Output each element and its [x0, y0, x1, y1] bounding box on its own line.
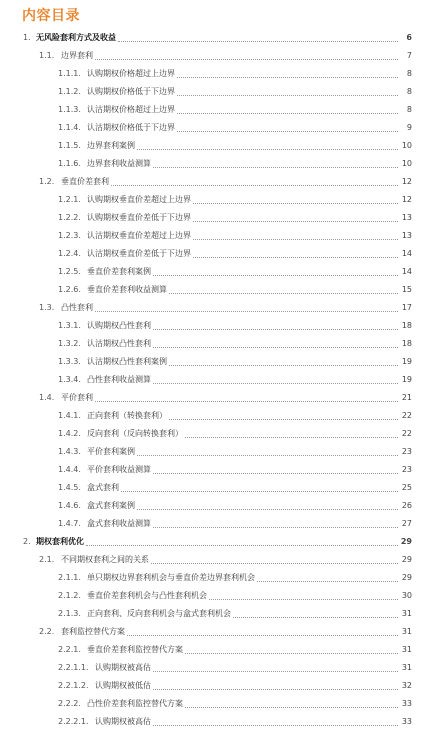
toc-entry[interactable] [0, 173, 429, 191]
toc-entry-page: 17 [401, 303, 412, 312]
toc-entry[interactable] [0, 119, 429, 137]
toc-entry-label: 认沽期权价格超过上边界 [87, 105, 175, 114]
toc-entry-page: 26 [401, 501, 412, 510]
toc-entry-label: 认沽期权凸性套利案例 [87, 357, 167, 366]
toc-entry-label: 平价套利收益测算 [87, 465, 151, 474]
toc-entry-page: 19 [401, 357, 412, 366]
toc-entry[interactable] [0, 623, 429, 641]
toc-entry-number: 1.1. [39, 51, 55, 60]
toc-entry-page: 29 [401, 573, 412, 582]
toc-dot-leader [177, 76, 398, 78]
toc-entry-page: 6 [406, 33, 412, 42]
toc-entry-label: 垂直价差套利机会与凸性套利机会 [87, 591, 207, 600]
toc-entry-number: 1.1.2. [58, 87, 81, 96]
toc-entry-label: 反向套利（反向转换套利） [87, 429, 183, 438]
toc-entry-page: 8 [406, 105, 412, 114]
toc-entry-page: 31 [401, 663, 412, 672]
toc-entry[interactable] [0, 443, 429, 461]
toc-entry-number: 2.2.2. [58, 699, 81, 708]
toc-entry-number: 2. [23, 537, 31, 546]
toc-dot-leader [153, 526, 398, 528]
toc-entry-label: 单只期权边界套利机会与垂直价差边界套利机会 [87, 573, 255, 582]
toc-entry[interactable] [0, 353, 429, 371]
toc-entry[interactable] [0, 695, 429, 713]
toc-entry[interactable] [0, 551, 429, 569]
toc-entry-page: 13 [401, 231, 412, 240]
toc-entry-label: 凸性价差套利监控替代方案 [87, 699, 183, 708]
toc-entry[interactable] [0, 533, 429, 551]
toc-entry[interactable] [0, 461, 429, 479]
toc-entry[interactable] [0, 245, 429, 263]
toc-dot-leader [127, 634, 398, 636]
toc-entry-number: 1.1.3. [58, 105, 81, 114]
toc-entry-page: 18 [401, 321, 412, 330]
toc-entry[interactable] [0, 209, 429, 227]
toc-dot-leader [121, 490, 398, 492]
toc-entry-number: 1.2. [39, 177, 55, 186]
toc-dot-leader [193, 220, 398, 222]
toc-entry[interactable] [0, 425, 429, 443]
toc-entry-label: 认沽期权凸性套利 [87, 339, 151, 348]
toc-entry-label: 认购期权凸性套利 [87, 321, 151, 330]
toc-entry-page: 13 [401, 213, 412, 222]
toc-entry[interactable] [0, 29, 429, 47]
toc-entry-number: 1.1.1. [58, 69, 81, 78]
toc-entry-page: 10 [401, 159, 412, 168]
toc-entry-page: 33 [401, 699, 412, 708]
toc-dot-leader [95, 400, 398, 402]
toc-entry-number: 1.4.5. [58, 483, 81, 492]
toc-entry-page: 27 [401, 519, 412, 528]
toc-dot-leader [169, 292, 398, 294]
toc-dot-leader [86, 544, 398, 546]
toc-entry-page: 29 [400, 537, 412, 546]
toc-entry[interactable] [0, 515, 429, 533]
toc-dot-leader [257, 580, 398, 582]
toc-entry[interactable] [0, 155, 429, 173]
toc-entry-page: 21 [401, 393, 412, 402]
toc-entry-number: 1. [23, 33, 31, 42]
toc-entry[interactable] [0, 497, 429, 515]
toc-title: 内容目录 [22, 8, 80, 24]
toc-entry-page: 22 [401, 411, 412, 420]
toc-entry-page: 31 [401, 609, 412, 618]
toc-dot-leader [185, 652, 398, 654]
toc-entry-page: 14 [401, 267, 412, 276]
toc-dot-leader [111, 184, 398, 186]
toc-entry[interactable] [0, 47, 429, 65]
toc-entry-page: 31 [401, 645, 412, 654]
toc-entry-label: 盒式套利 [87, 483, 119, 492]
toc-entry[interactable] [0, 335, 429, 353]
toc-dot-leader [95, 310, 398, 312]
toc-entry-number: 1.1.6. [58, 159, 81, 168]
toc-entry-number: 2.2. [39, 627, 55, 636]
toc-entry-page: 31 [401, 627, 412, 636]
toc-entry-number: 2.1.2. [58, 591, 81, 600]
toc-entry[interactable] [0, 641, 429, 659]
toc-entry-label: 认沽期权垂直价差超过上边界 [87, 231, 191, 240]
toc-dot-leader [153, 346, 398, 348]
toc-entry-page: 12 [401, 195, 412, 204]
toc-entry-label: 盒式套利收益测算 [87, 519, 151, 528]
toc-entry-label: 边界套利收益测算 [87, 159, 151, 168]
toc-dot-leader [153, 724, 398, 726]
toc-entry-number: 1.3. [39, 303, 55, 312]
toc-entry-page: 23 [401, 447, 412, 456]
toc-entry[interactable] [0, 83, 429, 101]
toc-entry[interactable] [0, 101, 429, 119]
toc-entry-page: 12 [401, 177, 412, 186]
toc-dot-leader [95, 58, 398, 60]
toc-entry-number: 1.2.5. [58, 267, 81, 276]
toc-list [0, 29, 429, 731]
toc-entry-label: 认沽期权垂直价差低于下边界 [87, 249, 191, 258]
toc-entry-number: 1.4. [39, 393, 55, 402]
toc-entry-number: 2.1. [39, 555, 55, 564]
toc-entry-number: 2.1.1. [58, 573, 81, 582]
toc-entry[interactable] [0, 299, 429, 317]
toc-entry-number: 1.2.2. [58, 213, 81, 222]
toc-entry[interactable] [0, 263, 429, 281]
toc-entry-page: 19 [401, 375, 412, 384]
toc-dot-leader [177, 130, 398, 132]
toc-entry-label: 期权套利优化 [36, 537, 84, 546]
toc-dot-leader [153, 670, 398, 672]
toc-entry-number: 1.4.2. [58, 429, 81, 438]
toc-entry-number: 1.2.6. [58, 285, 81, 294]
toc-entry-page: 33 [401, 717, 412, 726]
toc-entry-number: 1.2.3. [58, 231, 81, 240]
toc-entry[interactable] [0, 65, 429, 83]
toc-entry-number: 1.1.4. [58, 123, 81, 132]
toc-entry-page: 10 [401, 141, 412, 150]
toc-entry-page: 30 [401, 591, 412, 600]
toc-entry-label: 套利监控替代方案 [61, 627, 125, 636]
toc-entry-page: 7 [406, 51, 412, 60]
toc-entry-label: 凸性套利 [61, 303, 93, 312]
toc-entry-label: 凸性套利收益测算 [87, 375, 151, 384]
toc-dot-leader [177, 112, 398, 114]
toc-dot-leader [177, 94, 398, 96]
toc-dot-leader [233, 616, 398, 618]
toc-entry-page: 29 [401, 555, 412, 564]
toc-dot-leader [153, 472, 398, 474]
toc-entry-number: 1.2.1. [58, 195, 81, 204]
toc-entry-number: 2.2.2.1. [58, 717, 89, 726]
toc-entry-label: 无风险套利方式及收益 [36, 33, 116, 42]
toc-entry-number: 2.2.1. [58, 645, 81, 654]
toc-entry-number: 1.1.5. [58, 141, 81, 150]
toc-entry-label: 认购期权被低估 [95, 681, 151, 690]
toc-entry-label: 垂直价差套利收益测算 [87, 285, 167, 294]
toc-entry-page: 15 [401, 285, 412, 294]
toc-entry-number: 1.3.3. [58, 357, 81, 366]
toc-entry-page: 25 [401, 483, 412, 492]
toc-entry-label: 平价套利 [61, 393, 93, 402]
toc-dot-leader [209, 598, 398, 600]
toc-dot-leader [153, 688, 398, 690]
toc-entry-label: 正向套利（转换套利） [87, 411, 167, 420]
toc-dot-leader [193, 238, 398, 240]
toc-entry[interactable] [0, 677, 429, 695]
toc-entry[interactable] [0, 479, 429, 497]
toc-dot-leader [153, 382, 398, 384]
toc-entry-label: 垂直价差套利 [61, 177, 109, 186]
toc-entry-label: 认沽期权价格低于下边界 [87, 123, 175, 132]
toc-entry-number: 2.1.3. [58, 609, 81, 618]
toc-dot-leader [153, 166, 398, 168]
toc-dot-leader [185, 436, 398, 438]
toc-entry-number: 2.2.1.2. [58, 681, 89, 690]
toc-entry-page: 23 [401, 465, 412, 474]
toc-entry-page: 8 [406, 87, 412, 96]
toc-entry-number: 1.4.1. [58, 411, 81, 420]
toc-entry-page: 14 [401, 249, 412, 258]
toc-entry-label: 认购期权价格低于下边界 [87, 87, 175, 96]
toc-dot-leader [137, 508, 398, 510]
toc-entry-number: 1.3.1. [58, 321, 81, 330]
toc-entry[interactable] [0, 389, 429, 407]
toc-entry-page: 8 [406, 69, 412, 78]
toc-entry[interactable] [0, 605, 429, 623]
toc-entry-label: 认购期权被高估 [95, 663, 151, 672]
toc-entry-number: 1.4.6. [58, 501, 81, 510]
toc-entry[interactable] [0, 317, 429, 335]
toc-entry[interactable] [0, 137, 429, 155]
toc-entry-label: 认购期权垂直价差超过上边界 [87, 195, 191, 204]
toc-entry-number: 1.2.4. [58, 249, 81, 258]
toc-entry[interactable] [0, 713, 429, 731]
toc-entry-label: 边界套利案例 [87, 141, 135, 150]
toc-entry-page: 32 [401, 681, 412, 690]
toc-entry[interactable] [0, 587, 429, 605]
toc-entry[interactable] [0, 659, 429, 677]
toc-entry[interactable] [0, 191, 429, 209]
toc-dot-leader [137, 148, 398, 150]
toc-entry-label: 不同期权套利之间的关系 [61, 555, 149, 564]
toc-entry-label: 垂直价差套利案例 [87, 267, 151, 276]
toc-entry-label: 认购期权价格超过上边界 [87, 69, 175, 78]
toc-entry-page: 18 [401, 339, 412, 348]
toc-entry[interactable] [0, 281, 429, 299]
toc-entry-page: 9 [406, 123, 412, 132]
toc-dot-leader [185, 706, 398, 708]
toc-entry-page: 22 [401, 429, 412, 438]
toc-entry-number: 1.3.2. [58, 339, 81, 348]
toc-entry-label: 认购期权被高估 [95, 717, 151, 726]
toc-entry[interactable] [0, 569, 429, 587]
toc-dot-leader [169, 364, 398, 366]
toc-entry-number: 2.2.1.1. [58, 663, 89, 672]
toc-entry-label: 认购期权垂直价差低于下边界 [87, 213, 191, 222]
toc-dot-leader [193, 202, 398, 204]
toc-entry-label: 垂直价差套利监控替代方案 [87, 645, 183, 654]
toc-dot-leader [137, 454, 398, 456]
toc-entry-label: 正向套利、反向套利机会与盒式套利机会 [87, 609, 231, 618]
toc-dot-leader [153, 328, 398, 330]
toc-entry-number: 1.4.4. [58, 465, 81, 474]
toc-entry-number: 1.4.7. [58, 519, 81, 528]
toc-entry-label: 平价套利案例 [87, 447, 135, 456]
toc-entry-number: 1.3.4. [58, 375, 81, 384]
toc-entry[interactable] [0, 371, 429, 389]
toc-entry-number: 1.4.3. [58, 447, 81, 456]
toc-dot-leader [169, 418, 398, 420]
toc-entry-label: 盒式套利案例 [87, 501, 135, 510]
toc-dot-leader [153, 274, 398, 276]
toc-dot-leader [118, 40, 398, 42]
toc-entry[interactable] [0, 407, 429, 425]
toc-entry[interactable] [0, 227, 429, 245]
toc-entry-label: 边界套利 [61, 51, 93, 60]
toc-dot-leader [193, 256, 398, 258]
toc-dot-leader [151, 562, 398, 564]
